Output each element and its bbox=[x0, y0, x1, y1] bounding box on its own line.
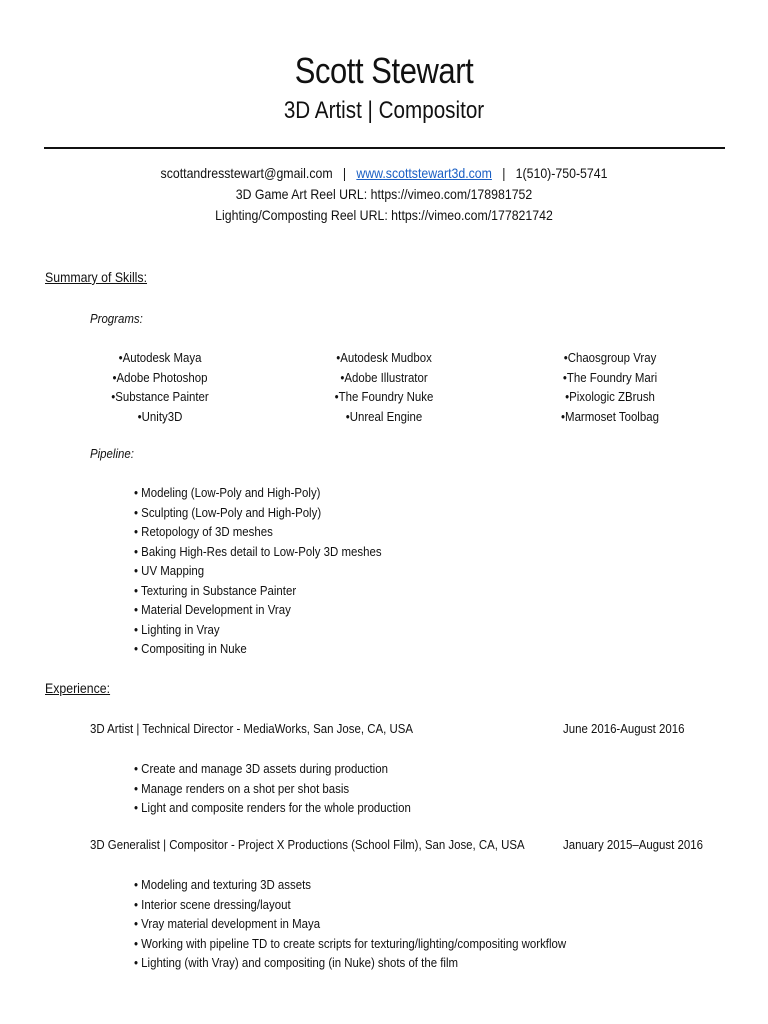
pipeline-item: • UV Mapping bbox=[134, 563, 205, 578]
pipeline-item: • Lighting in Vray bbox=[134, 621, 220, 637]
program-item: •Adobe Photoshop bbox=[112, 369, 208, 385]
program-item: •Unity3D bbox=[137, 408, 183, 424]
phone-text: 1(510)-750-5741 bbox=[515, 165, 608, 181]
job-date: June 2016-August 2016 bbox=[563, 721, 685, 736]
job-title: 3D Generalist | Compositor - Project X Productions (School Film), San Jose, CA, USA bbox=[90, 837, 525, 852]
pipeline-item: • Texturing in Substance Painter bbox=[134, 582, 297, 598]
skills-heading: Summary of Skills: bbox=[45, 269, 148, 285]
email-text: scottandresstewart@gmail.com bbox=[160, 165, 333, 181]
job-bullet: • Interior scene dressing/layout bbox=[134, 896, 291, 912]
game-reel-url: 3D Game Art Reel URL: https://vimeo.com/178981752 bbox=[235, 186, 533, 202]
header-divider bbox=[44, 147, 725, 149]
job-bullet: • Create and manage 3D assets during production bbox=[134, 761, 388, 776]
job-bullet: • Vray material development in Maya bbox=[134, 916, 321, 931]
pipeline-item: • Retopology of 3D meshes bbox=[134, 524, 273, 539]
pipeline-item: • Material Development in Vray bbox=[134, 602, 291, 617]
pipeline-item: • Modeling (Low-Poly and High-Poly) bbox=[134, 485, 321, 500]
job-title: 3D Artist | Technical Director - MediaWorks, San Jose, CA, USA bbox=[90, 721, 413, 736]
job-bullet: • Lighting (with Vray) and compositing (in Nuke) shots of the film bbox=[134, 955, 459, 970]
program-item: •The Foundry Nuke bbox=[334, 389, 434, 404]
separator: | bbox=[502, 165, 506, 181]
program-item: •Pixologic ZBrush bbox=[565, 389, 655, 404]
program-item: •Autodesk Mudbox bbox=[336, 350, 432, 365]
resume-role: 3D Artist | Compositor bbox=[283, 97, 485, 124]
job-bullet: • Manage renders on a shot per shot basis bbox=[134, 780, 350, 796]
pipeline-item: • Compositing in Nuke bbox=[134, 641, 247, 656]
pipeline-item: • Baking High-Res detail to Low-Poly 3D meshes bbox=[134, 543, 382, 559]
job-bullets bbox=[134, 759, 411, 818]
pipeline-list bbox=[134, 483, 382, 659]
lighting-reel-url: Lighting/Composting Reel URL: https://vimeo.com/177821742 bbox=[215, 207, 553, 223]
website-link[interactable]: www.scottstewart3d.com bbox=[356, 165, 492, 181]
programs-column-2 bbox=[314, 348, 455, 426]
programs-column-1 bbox=[90, 348, 231, 426]
separator: | bbox=[342, 165, 347, 181]
job-date: January 2015–August 2016 bbox=[563, 837, 703, 852]
resume-name: Scott Stewart bbox=[294, 50, 474, 91]
pipeline-label: Pipeline: bbox=[90, 446, 134, 461]
program-item: •Marmoset Toolbag bbox=[561, 408, 659, 424]
programs-label: Programs: bbox=[90, 311, 143, 326]
job-bullet: • Modeling and texturing 3D assets bbox=[134, 877, 311, 892]
program-item: •The Foundry Mari bbox=[562, 369, 658, 385]
job-bullet: • Light and composite renders for the whole production bbox=[134, 800, 411, 815]
programs-column-3 bbox=[540, 348, 681, 426]
job-bullets bbox=[134, 875, 566, 973]
program-item: •Autodesk Maya bbox=[118, 350, 202, 365]
experience-heading: Experience: bbox=[45, 680, 111, 696]
contact-line bbox=[46, 163, 722, 183]
job-bullet: • Working with pipeline TD to create scripts for texturing/lighting/compositing workflow bbox=[134, 935, 567, 951]
pipeline-item: • Sculpting (Low-Poly and High-Poly) bbox=[134, 504, 322, 520]
program-item: •Substance Painter bbox=[111, 389, 209, 404]
program-item: •Unreal Engine bbox=[345, 408, 423, 424]
program-item: •Adobe Illustrator bbox=[340, 369, 428, 385]
program-item: •Chaosgroup Vray bbox=[563, 350, 657, 365]
